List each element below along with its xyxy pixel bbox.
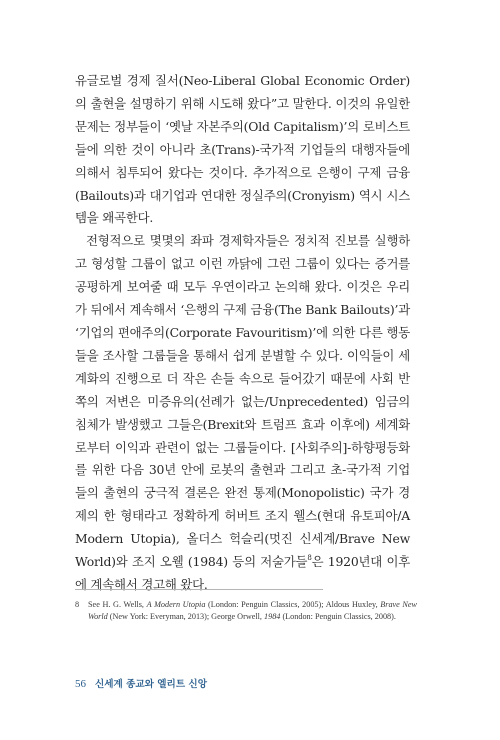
footnote-reference[interactable]: 8 [307, 554, 312, 563]
paragraph-text: 전형적으로 몇몇의 좌파 경제학자들은 정치적 진보를 실행하고 형성할 그룹이 없고 이런 까닭에 그런 그룹이 있다는 증거를 공평하게 보여줄 때 모두 우연이라고 논의해 왔다. 이것은 우리가 뒤에서 계속해서 ‘은행의 구제 금융(The Bank Bailouts)’과 ‘기업의 편애주의(Corporate Favouritism)’에 의한 다른 행동들을 조사할 그룹들을 통해서 쉽게 분별할 수 있다. 이익들이 세계화의 진행으로 더 작은 손들 속으로 들어갔기 때문에 사회 반쪽의 저변은 미증유의(선례가 없는/Unprecedented) 임금의 침체가 발생했고 그들은(Brexit와 트럼프 효과 이후에) 세계화로부터 이익과 관련이 없는 그룹들이다. [사회주의]-하향평등화를 위한 다음 30년 안에 로봇의 출현과 그리고 초-국가적 기업들의 출현의 궁극적 결론은 완전 통제(Monopolistic) 국가 경제의 한 형태라고 정확하게 허버트 조지 웰스(현대 유토피아/A Modern Utopia), 올더스 헉슬리(멋진 신세계/Brave New World)와 조지 오웰 (1984) 등의 저술가들 [75, 233, 410, 570]
footnote-text-part: (London: Penguin Classics, 2008). [280, 611, 396, 621]
footnote-text-part: (London: Penguin Classics, 2005); Aldous Huxley, [205, 600, 381, 609]
running-footer [75, 676, 207, 690]
footnote-text-part: (New York: Everyman, 2013); George Orwell, [107, 611, 265, 621]
body-text [75, 70, 410, 597]
paragraph [75, 70, 410, 230]
book-title-italic: Brave New World [88, 600, 417, 621]
footnote-divider [75, 589, 323, 590]
paragraph-text: 유글로벌 경제 질서(Neo-Liberal Global Economic Order)의 출현을 설명하기 위해 시도해 왔다”고 말한다. 이것의 유일한 문제는 정부들이 ‘옛날 자본주의(Old Capitalism)’의 로비스트들에 의한 것이 아니라 초(Trans)-국가적 기업들의 대행자들에 의해서 침투되어 왔다는 것이다. 추가적으로 은행이 구제 금융(Bailouts)과 대기업과 연대한 정실주의(Cronyism) 역시 시스템을 왜곡한다. [75, 73, 410, 226]
book-title-italic: 1984 [264, 611, 281, 621]
footnote-text [88, 599, 417, 622]
footnote-number: 8 [75, 600, 80, 609]
footnote [75, 599, 417, 622]
paragraph [75, 230, 410, 597]
footnote-text-part: See H. G. Wells, [88, 600, 147, 609]
book-title: 신세계 종교와 엘리트 신앙 [95, 679, 207, 690]
page-number: 56 [75, 678, 86, 690]
paragraph-text: 은 1920년대 이후에 계속해서 경고해 왔다. [75, 554, 410, 592]
book-title-italic: A Modern Utopia [146, 600, 206, 609]
